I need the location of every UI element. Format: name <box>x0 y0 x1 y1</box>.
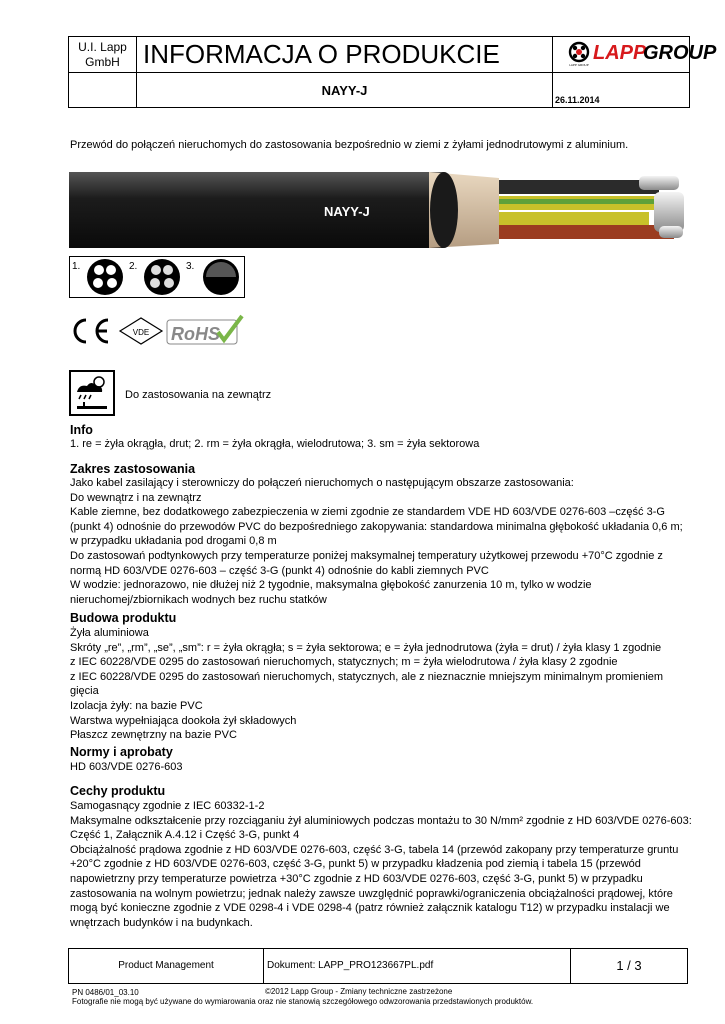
outdoor-use-label: Do zastosowania na zewnątrz <box>125 389 272 401</box>
logo-cell <box>553 37 717 73</box>
footer-document: Dokument: LAPP_PRO123667PL.pdf <box>264 949 571 983</box>
empty-cell <box>69 73 137 107</box>
logo-text-group: GROUP <box>643 42 717 64</box>
cross-section-icons <box>69 256 245 298</box>
vde-mark-icon <box>120 318 162 344</box>
cable-label: NAYY-J <box>324 204 370 219</box>
cross-section-sector-icon <box>203 259 239 295</box>
rohs-mark-icon <box>167 316 242 344</box>
certification-marks <box>68 314 248 348</box>
cechy-line: napowietrzny przy temperaturze powietrza +30°C zgodnie z HD 603/VDE 0276-603, część 3-G, punkt 5) w przypadku <box>70 872 643 885</box>
cechy-line: mogą być konieczne zgodnie z VDE 0298-4 i VDE 0298-4 (patrz również załącznik katalogu T12) w przypadku instalacji we <box>70 902 670 915</box>
cross-section-label-3: 3. <box>186 261 195 272</box>
budowa-line: Płaszcz zewnętrzny na bazie PVC <box>70 729 237 742</box>
section-body-zakres <box>70 476 690 607</box>
product-name: NAYY-J <box>137 73 553 107</box>
budowa-line: Żyła aluminiowa <box>70 627 149 639</box>
company-line1: U.I. Lapp <box>78 40 127 54</box>
cross-section-round-solid-icon <box>87 259 123 295</box>
section-body-cechy <box>70 799 695 930</box>
company-cell <box>69 37 137 73</box>
lapp-logo-icon <box>567 41 591 67</box>
budowa-line: Warstwa wypełniająca dookoła żył składowych <box>70 714 297 727</box>
budowa-line: z IEC 60228/VDE 0295 do zastosowań nieruchomych, statycznych; m = żyła wielodrutowa / żyła klasy 2 zgodnie <box>70 656 618 669</box>
zakres-line: W wodzie: jednorazowo, nie dłużej niż 2 tygodnie, maksymalna głębokość zanurzenia 10 m, tylko w wodzie <box>70 579 592 592</box>
logo-text-lapp: LAPP <box>593 42 647 64</box>
section-title-normy: Normy i aprobaty <box>70 745 173 759</box>
zakres-line: w przypadku układania pod drogami 0,8 m <box>70 535 277 548</box>
svg-text:RoHS: RoHS <box>171 324 220 344</box>
info-line: 1. re = żyła okrągła, drut; 2. rm = żyła okrągła, wielodrutowa; 3. sm = żyła sektorowa <box>70 438 480 450</box>
svg-text:VDE: VDE <box>132 328 150 337</box>
footer-disclaimer: Fotografie nie mogą być używane do wymiarowania oraz nie stanowią szczegółowego odwzorowania przedstawionych produktów. <box>72 997 534 1006</box>
cechy-line: Część 1, Załącznik A.4.12 i Część 3-G, punkt 4 <box>70 829 300 842</box>
header-table <box>68 36 717 108</box>
cechy-line: +20°C zgodnie z HD 603/VDE 0276-603, część 3-G, punkt 5) w przypadku kładzenia pod ziemią i tabela 15 (przewód <box>70 858 641 871</box>
zakres-line: nieruchomej/zbiornikach wodnych bez ruchu statków <box>70 593 327 606</box>
document-title: INFORMACJA O PRODUKCIE <box>137 37 553 73</box>
zakres-line: Do wewnątrz i na zewnątrz <box>70 491 202 504</box>
intro-text: Przewód do połączeń nieruchomych do zastosowania bezpośrednio w ziemi z żyłami jednodrutowymi z aluminium. <box>70 139 629 151</box>
zakres-line: Do zastosowań podtynkowych przy temperaturze poniżej maksymalnej temperatury użytkowej przewodu +70°C zgodnie z <box>70 549 663 562</box>
cechy-line: Maksymalne odkształcenie przy rozciąganiu żył aluminiowych podczas montażu to 30 N/mm² zgodnie z HD 603/VDE 0276-603: <box>70 814 692 827</box>
cechy-line: Obciążalność prądowa zgodnie z HD 603/VDE 0276-603, część 3-G, tabela 14 (przewód zakopany przy temperaturze gruntu <box>70 843 679 856</box>
section-body-normy <box>70 760 183 775</box>
cable-image <box>69 170 689 250</box>
cechy-line: Samogasnący zgodnie z IEC 60332-1-2 <box>70 800 265 812</box>
zakres-line: Jako kabel zasilający i sterowniczy do połączeń nieruchomych o następującym obszarze zastosowania: <box>70 477 574 489</box>
cross-section-round-stranded-icon <box>144 259 180 295</box>
ce-mark-icon <box>75 320 108 342</box>
cechy-line: zastosowania na wolnym powietrzu; jednak należy zawsze uwzględnić poprawki/ograniczenia obciążalności prądowej, które <box>70 887 673 900</box>
budowa-line: Izolacja żyły: na bazie PVC <box>70 699 203 712</box>
footer-table <box>68 948 688 984</box>
outdoor-use-icon <box>69 370 115 416</box>
budowa-line: Skróty „re”, „rm”, „se”, „sm”: r = żyła okrągła; s = żyła sektorowa; e = żyła jednodrutowa (żyła = drut) / żyła klasy 1 zgodnie <box>70 641 662 654</box>
footer-department: Product Management <box>69 949 264 983</box>
section-title-budowa: Budowa produktu <box>70 611 177 625</box>
cross-section-label-2: 2. <box>129 261 138 272</box>
company-line2: GmbH <box>85 55 120 69</box>
zakres-line: Kable ziemne, bez dodatkowego zabezpieczenia w ziemi zgodnie ze standardem VDE HD 603/VDE 0276-603 –część 3-G <box>70 506 665 519</box>
section-body-budowa <box>70 626 690 743</box>
section-body-info <box>70 437 479 452</box>
document-date: 26.11.2014 <box>555 95 600 105</box>
normy-line: HD 603/VDE 0276-603 <box>70 761 183 773</box>
footer-copyright: ©2012 Lapp Group - Zmiany techniczne zastrzeżone <box>265 987 453 996</box>
section-title-zakres: Zakres zastosowania <box>70 462 196 476</box>
zakres-line: (punkt 4) odnośnie do przewodów PVC do bezpośredniego zakopywania: standardowa minimalna głębokość układania 0,6 m; <box>70 520 683 533</box>
footer-pn: PN 0486/01_03.10 <box>72 988 139 997</box>
section-title-cechy: Cechy produktu <box>70 784 166 798</box>
footer-page-number: 1 / 3 <box>616 958 642 973</box>
budowa-line: z IEC 60228/VDE 0295 do zastosowań nieruchomych, statycznych, ale z nieznacznie mniejszym minimalnym promieniem <box>70 670 664 683</box>
cross-section-label-1: 1. <box>72 261 81 272</box>
section-title-info: Info <box>70 423 93 437</box>
budowa-line: gięcia <box>70 685 99 698</box>
cechy-line: wnętrzach budynków i na budynkach. <box>70 916 253 929</box>
svg-text:LAPP GROUP: LAPP GROUP <box>569 63 589 67</box>
zakres-line: normą HD 603/VDE 0276-603 – część 3-G (punkt 4) odnośnie do kabli ziemnych PVC <box>70 564 489 577</box>
